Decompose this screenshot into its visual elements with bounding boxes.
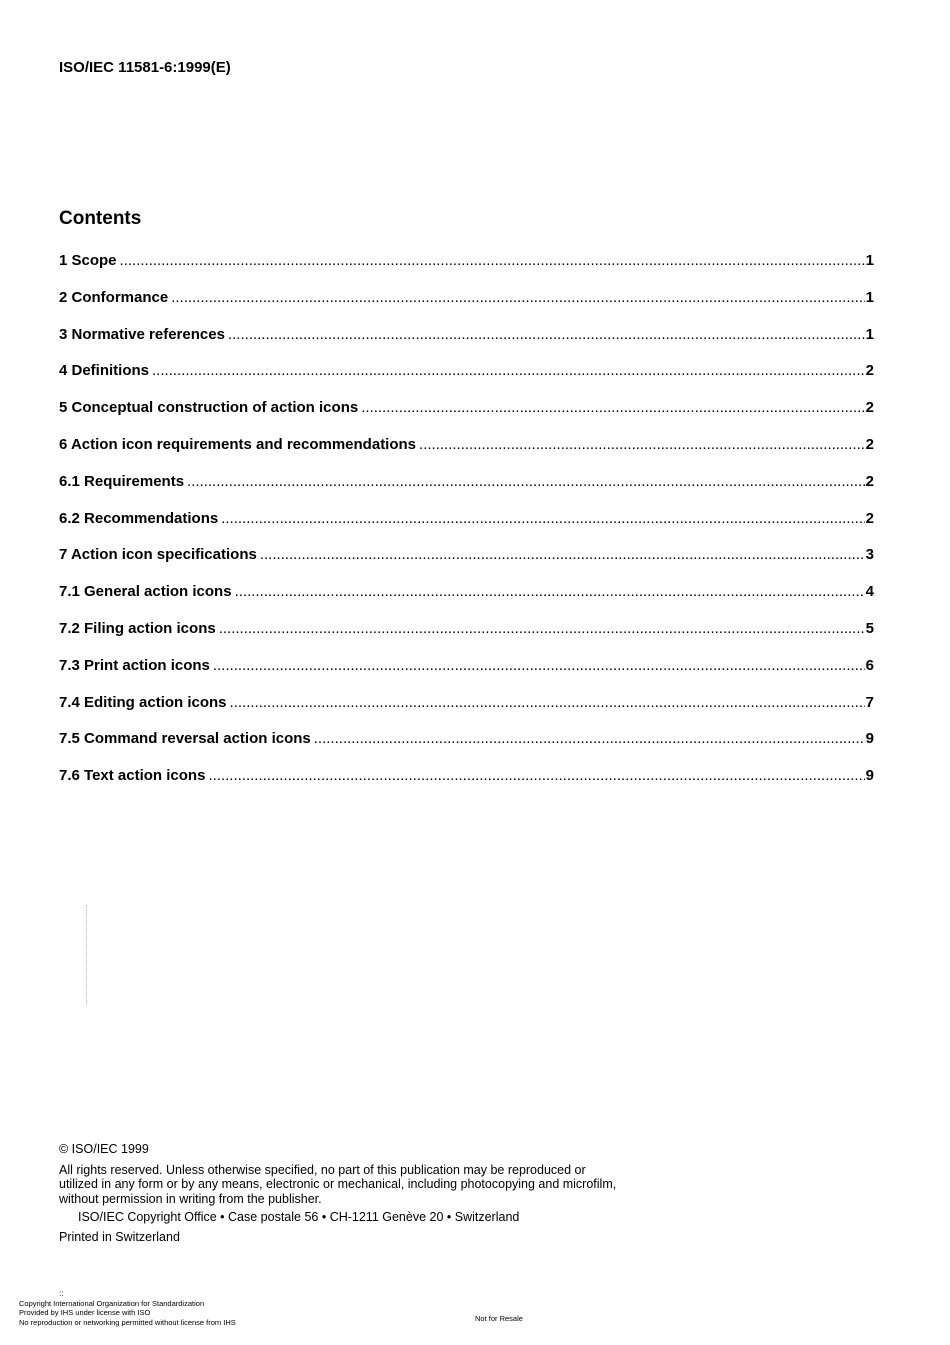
toc-entry-label: 5 Conceptual construction of action icons	[59, 399, 359, 417]
toc-entry-page: 7	[865, 693, 874, 711]
toc-entry-page: 6	[865, 656, 874, 674]
toc-entry[interactable]	[59, 510, 874, 547]
toc-leader-dots	[235, 583, 865, 600]
toc-entry-page: 2	[865, 399, 874, 417]
toc-leader-dots	[120, 252, 865, 269]
toc-entry-page: 2	[865, 362, 874, 380]
toc-entry-page: 1	[865, 288, 874, 306]
toc-entry[interactable]	[59, 436, 874, 473]
toc-entry-page: 1	[865, 325, 874, 343]
margin-mark	[86, 905, 91, 1005]
toc-leader-dots	[419, 436, 865, 453]
contents-title: Contents	[59, 208, 142, 229]
toc-leader-dots	[260, 546, 865, 563]
toc-leader-dots	[187, 473, 865, 490]
toc-entry-page: 3	[865, 546, 874, 564]
footer-line-license: No reproduction or networking permitted without license from IHS	[19, 1317, 236, 1327]
toc-entry[interactable]	[59, 657, 874, 694]
toc-entry[interactable]	[59, 730, 874, 767]
toc-leader-dots	[152, 362, 865, 379]
toc-entry-page: 1	[865, 252, 874, 269]
toc-entry-label: 7.4 Editing action icons	[59, 693, 227, 711]
copyright-body: All rights reserved. Unless otherwise specified, no part of this publication may be reproduced or utilized in any form or by any means, electronic or mechanical, including photocopying and microfilm, without permission in writing from the publisher.	[59, 1162, 617, 1206]
toc-entry[interactable]	[59, 399, 874, 436]
toc-entry-label: 3 Normative references	[59, 325, 225, 343]
toc-entry-label: 6.1 Requirements	[59, 472, 185, 490]
toc-entry-label: 7.6 Text action icons	[59, 767, 206, 785]
footer-line-provided: Provided by IHS under license with ISO	[19, 1308, 151, 1317]
not-for-resale: Not for Resale	[475, 1314, 523, 1323]
toc-entry-page: 5	[865, 619, 874, 637]
toc-entry-label: 7.2 Filing action icons	[59, 619, 216, 637]
toc-leader-dots	[208, 767, 864, 784]
copyright-office: ISO/IEC Copyright Office • Case postale 56 • CH-1211 Genève 20 • Switzerland	[78, 1210, 520, 1224]
printed-in: Printed in Switzerland	[59, 1229, 180, 1244]
toc-entry-label: 7.3 Print action icons	[59, 656, 210, 674]
toc-entry-page: 2	[865, 472, 874, 490]
toc-leader-dots	[219, 620, 865, 637]
toc-entry-label: 6 Action icon requirements and recommendations	[59, 435, 417, 453]
toc-leader-dots	[171, 289, 864, 306]
toc-entry[interactable]	[59, 289, 874, 326]
toc-entry[interactable]	[59, 362, 874, 399]
toc-entry-page: 2	[865, 435, 874, 453]
toc-entry-page: 9	[865, 767, 874, 785]
toc-entry[interactable]	[59, 473, 874, 510]
toc-entry-label: 7.1 General action icons	[59, 583, 232, 601]
toc-entry-page: 4	[865, 583, 874, 601]
toc-entry[interactable]	[59, 252, 874, 289]
toc-leader-dots	[221, 510, 864, 527]
toc-entry[interactable]	[59, 583, 874, 620]
toc-leader-dots	[314, 730, 865, 747]
toc-leader-dots	[361, 399, 864, 416]
toc-entry-label: 7.5 Command reversal action icons	[59, 730, 311, 748]
toc-entry-label: 6.2 Recommendations	[59, 509, 219, 527]
toc-entry-label: 2 Conformance	[59, 288, 169, 306]
toc-entry-label: 4 Definitions	[59, 362, 150, 380]
table-of-contents	[59, 252, 874, 804]
toc-entry-label: 1 Scope	[59, 252, 117, 269]
footer-line-copyright: Copyright International Organization for Standardization	[19, 1298, 205, 1308]
toc-leader-dots	[213, 657, 865, 674]
toc-leader-dots	[228, 326, 865, 343]
toc-entry[interactable]	[59, 326, 874, 363]
toc-entry[interactable]	[59, 767, 874, 804]
license-footer	[19, 1289, 236, 1327]
toc-entry-page: 2	[865, 509, 874, 527]
document-id: ISO/IEC 11581-6:1999(E)	[59, 59, 231, 76]
copyright-heading: © ISO/IEC 1999	[59, 1142, 149, 1156]
toc-entry[interactable]	[59, 694, 874, 731]
toc-leader-dots	[230, 694, 865, 711]
copyright-block	[59, 1142, 619, 1244]
toc-entry-label: 7 Action icon specifications	[59, 546, 257, 564]
footer-mark: ::	[59, 1289, 64, 1298]
toc-entry[interactable]	[59, 620, 874, 657]
toc-entry-page: 9	[865, 730, 874, 748]
toc-entry[interactable]	[59, 546, 874, 583]
